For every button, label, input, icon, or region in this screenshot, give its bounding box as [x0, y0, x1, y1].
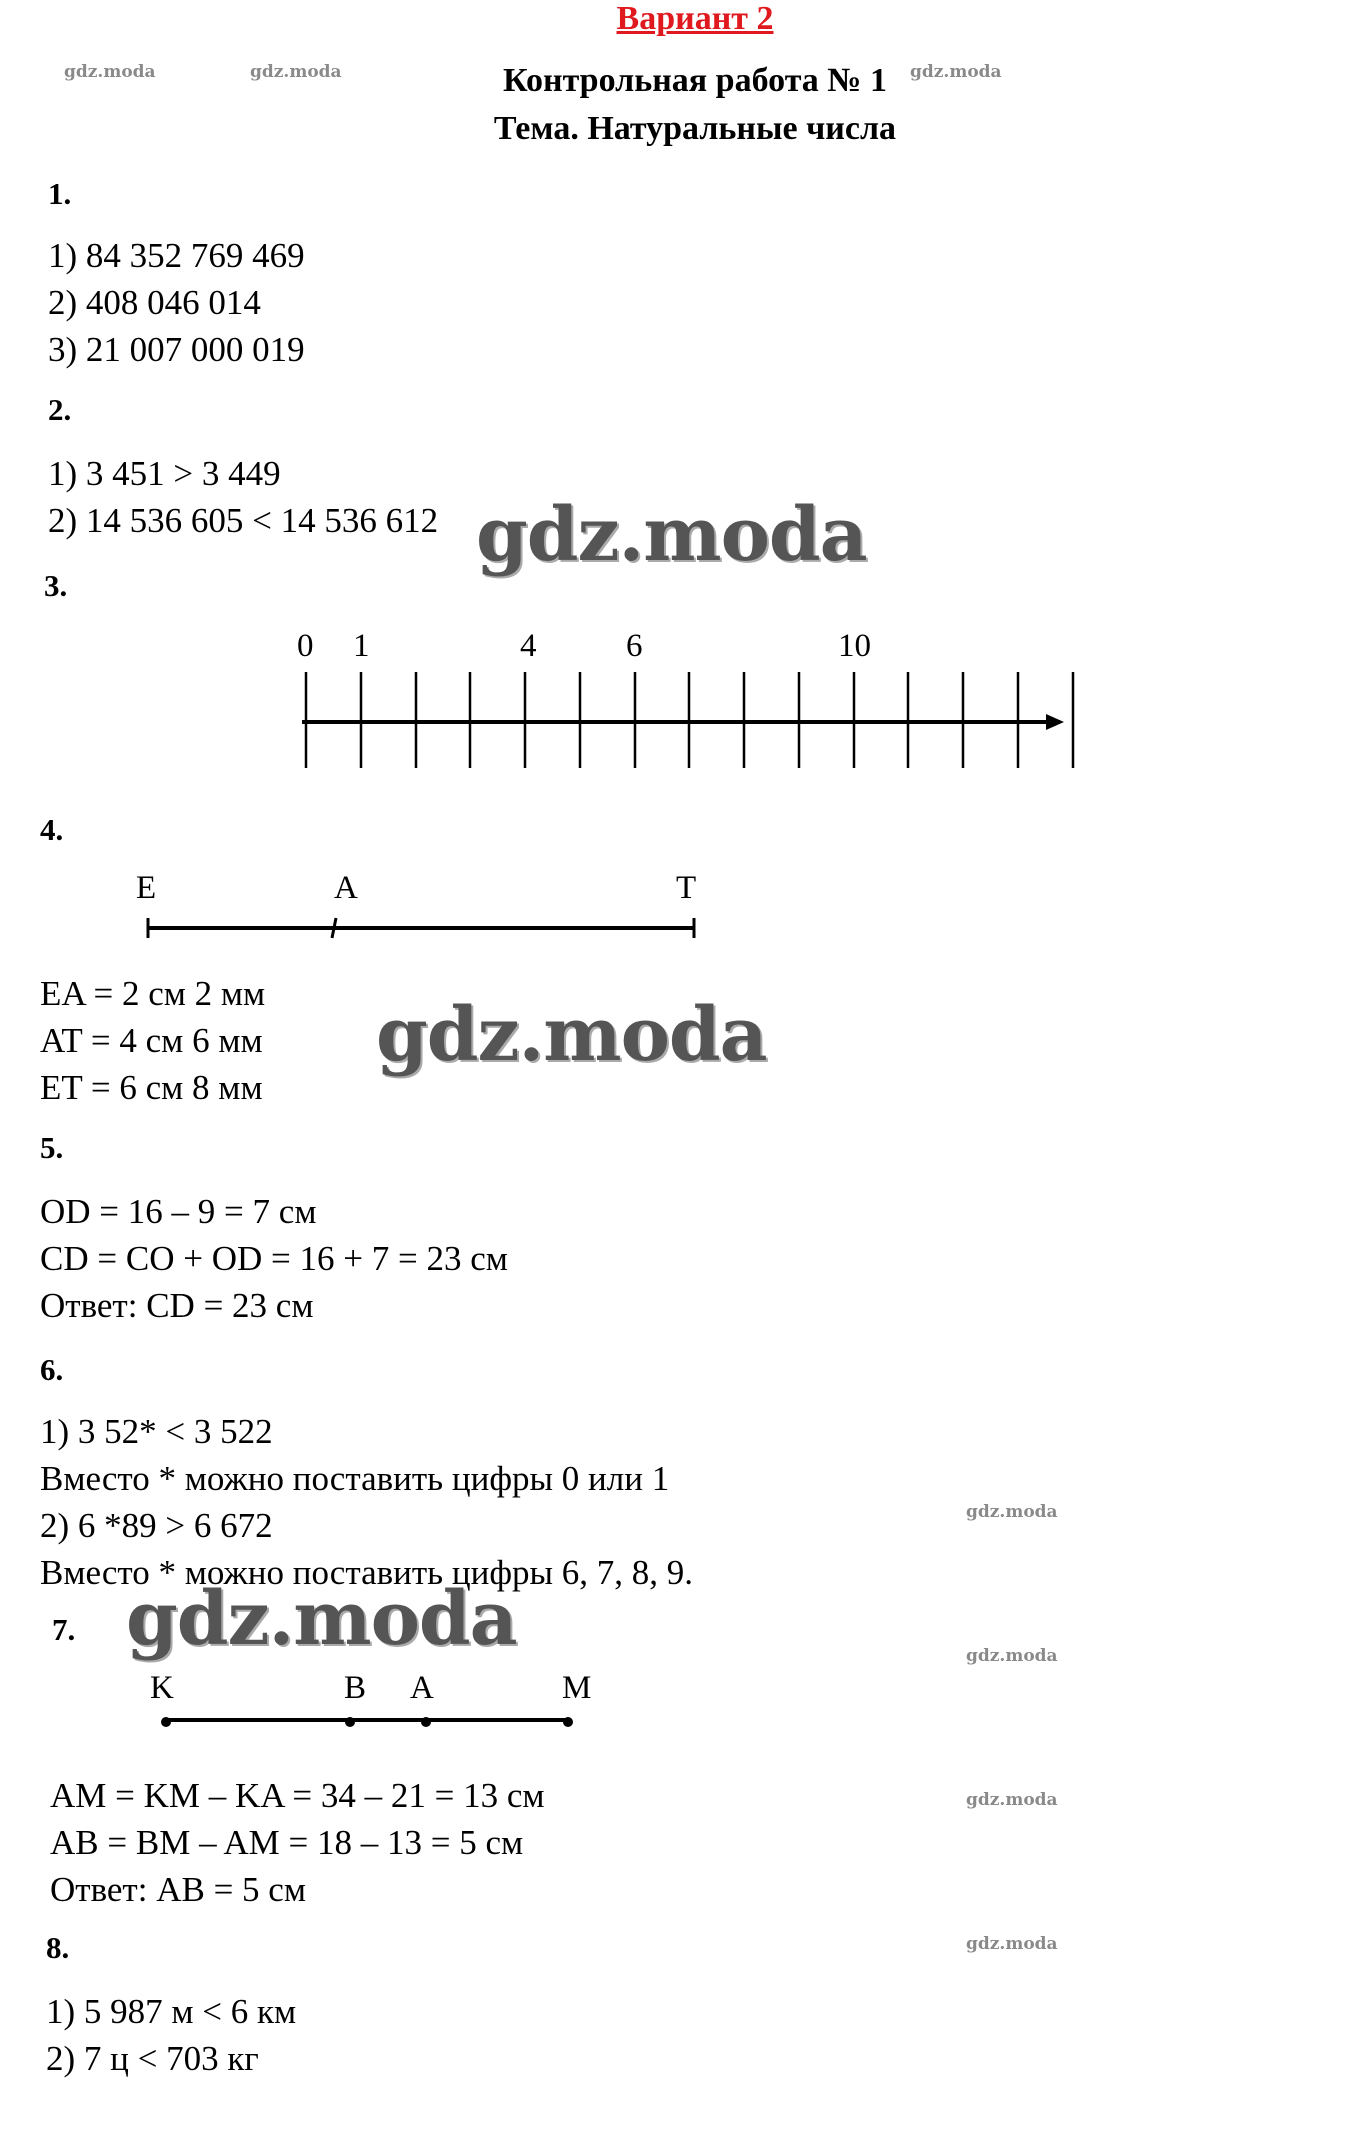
answer-line: OD = 16 – 9 = 7 см: [40, 1192, 317, 1231]
task-number: 6.: [40, 1352, 64, 1387]
watermark-small: gdz.moda: [966, 1934, 1058, 1954]
answer-line: 1) 84 352 769 469: [48, 236, 305, 275]
watermark-small: gdz.moda: [910, 62, 1002, 82]
watermark-small: gdz.moda: [966, 1502, 1058, 1522]
point-label: K: [150, 1670, 174, 1706]
answer-line: CD = CO + OD = 16 + 7 = 23 см: [40, 1239, 508, 1278]
arrow-head: [1046, 714, 1064, 730]
watermark-small: gdz.moda: [966, 1646, 1058, 1666]
watermark-small: gdz.moda: [64, 62, 156, 82]
answer-line: AB = BM – AM = 18 – 13 = 5 см: [50, 1823, 524, 1862]
answer-line: 1) 5 987 м < 6 км: [46, 1992, 297, 2031]
point-label: A: [334, 870, 358, 906]
task-number: 3.: [44, 568, 68, 603]
watermark-large: gdz.moda: [476, 492, 867, 578]
answer-line: 2) 14 536 605 < 14 536 612: [48, 501, 439, 540]
work-title: Контрольная работа № 1: [503, 62, 887, 99]
task-number: 5.: [40, 1130, 64, 1165]
watermark-small: gdz.moda: [966, 1790, 1058, 1810]
answer-line: 3) 21 007 000 019: [48, 330, 305, 369]
axis-label: 0: [297, 628, 314, 664]
answer-line: ET = 6 см 8 мм: [40, 1068, 263, 1107]
point-label: E: [136, 870, 157, 906]
point-label: A: [410, 1670, 434, 1706]
task-number: 2.: [48, 392, 72, 427]
answer-line: Вместо * можно поставить цифры 6, 7, 8, 9.: [40, 1553, 694, 1592]
axis-label: 10: [838, 628, 871, 664]
answer-line: AM = KM – KA = 34 – 21 = 13 см: [50, 1776, 545, 1815]
answer-line: EA = 2 см 2 мм: [40, 974, 266, 1013]
segment-et: [148, 918, 694, 938]
task-number: 4.: [40, 812, 64, 847]
segment-km: [161, 1717, 573, 1727]
variant-title: Вариант 2: [616, 0, 774, 37]
point-label: B: [344, 1670, 367, 1706]
task-number: 8.: [46, 1930, 70, 1965]
task-number: 1.: [48, 176, 72, 211]
task-number: 7.: [52, 1612, 76, 1647]
answer-line: 1) 3 52* < 3 522: [40, 1412, 273, 1451]
answer-line: 2) 7 ц < 703 кг: [46, 2039, 259, 2078]
topic-title: Тема. Натуральные числа: [493, 110, 897, 147]
watermark-large: gdz.moda: [376, 992, 767, 1078]
answer-line: Ответ: CD = 23 см: [40, 1286, 314, 1325]
number-line: [302, 672, 1073, 768]
axis-label: 6: [626, 628, 643, 664]
answer-line: 2) 6 *89 > 6 672: [40, 1506, 273, 1545]
answer-line: 2) 408 046 014: [48, 283, 261, 322]
watermark-large: gdz.moda: [126, 1576, 517, 1662]
answer-line: Вместо * можно поставить цифры 0 или 1: [40, 1459, 670, 1498]
point-label: T: [676, 870, 697, 906]
axis-label: 4: [520, 628, 537, 664]
answer-line: 1) 3 451 > 3 449: [48, 454, 281, 493]
answer-line: Ответ: AB = 5 см: [50, 1870, 306, 1909]
answer-line: AT = 4 см 6 мм: [40, 1021, 263, 1060]
watermark-small: gdz.moda: [250, 62, 342, 82]
axis-label: 1: [353, 628, 370, 664]
point-label: M: [562, 1670, 592, 1706]
